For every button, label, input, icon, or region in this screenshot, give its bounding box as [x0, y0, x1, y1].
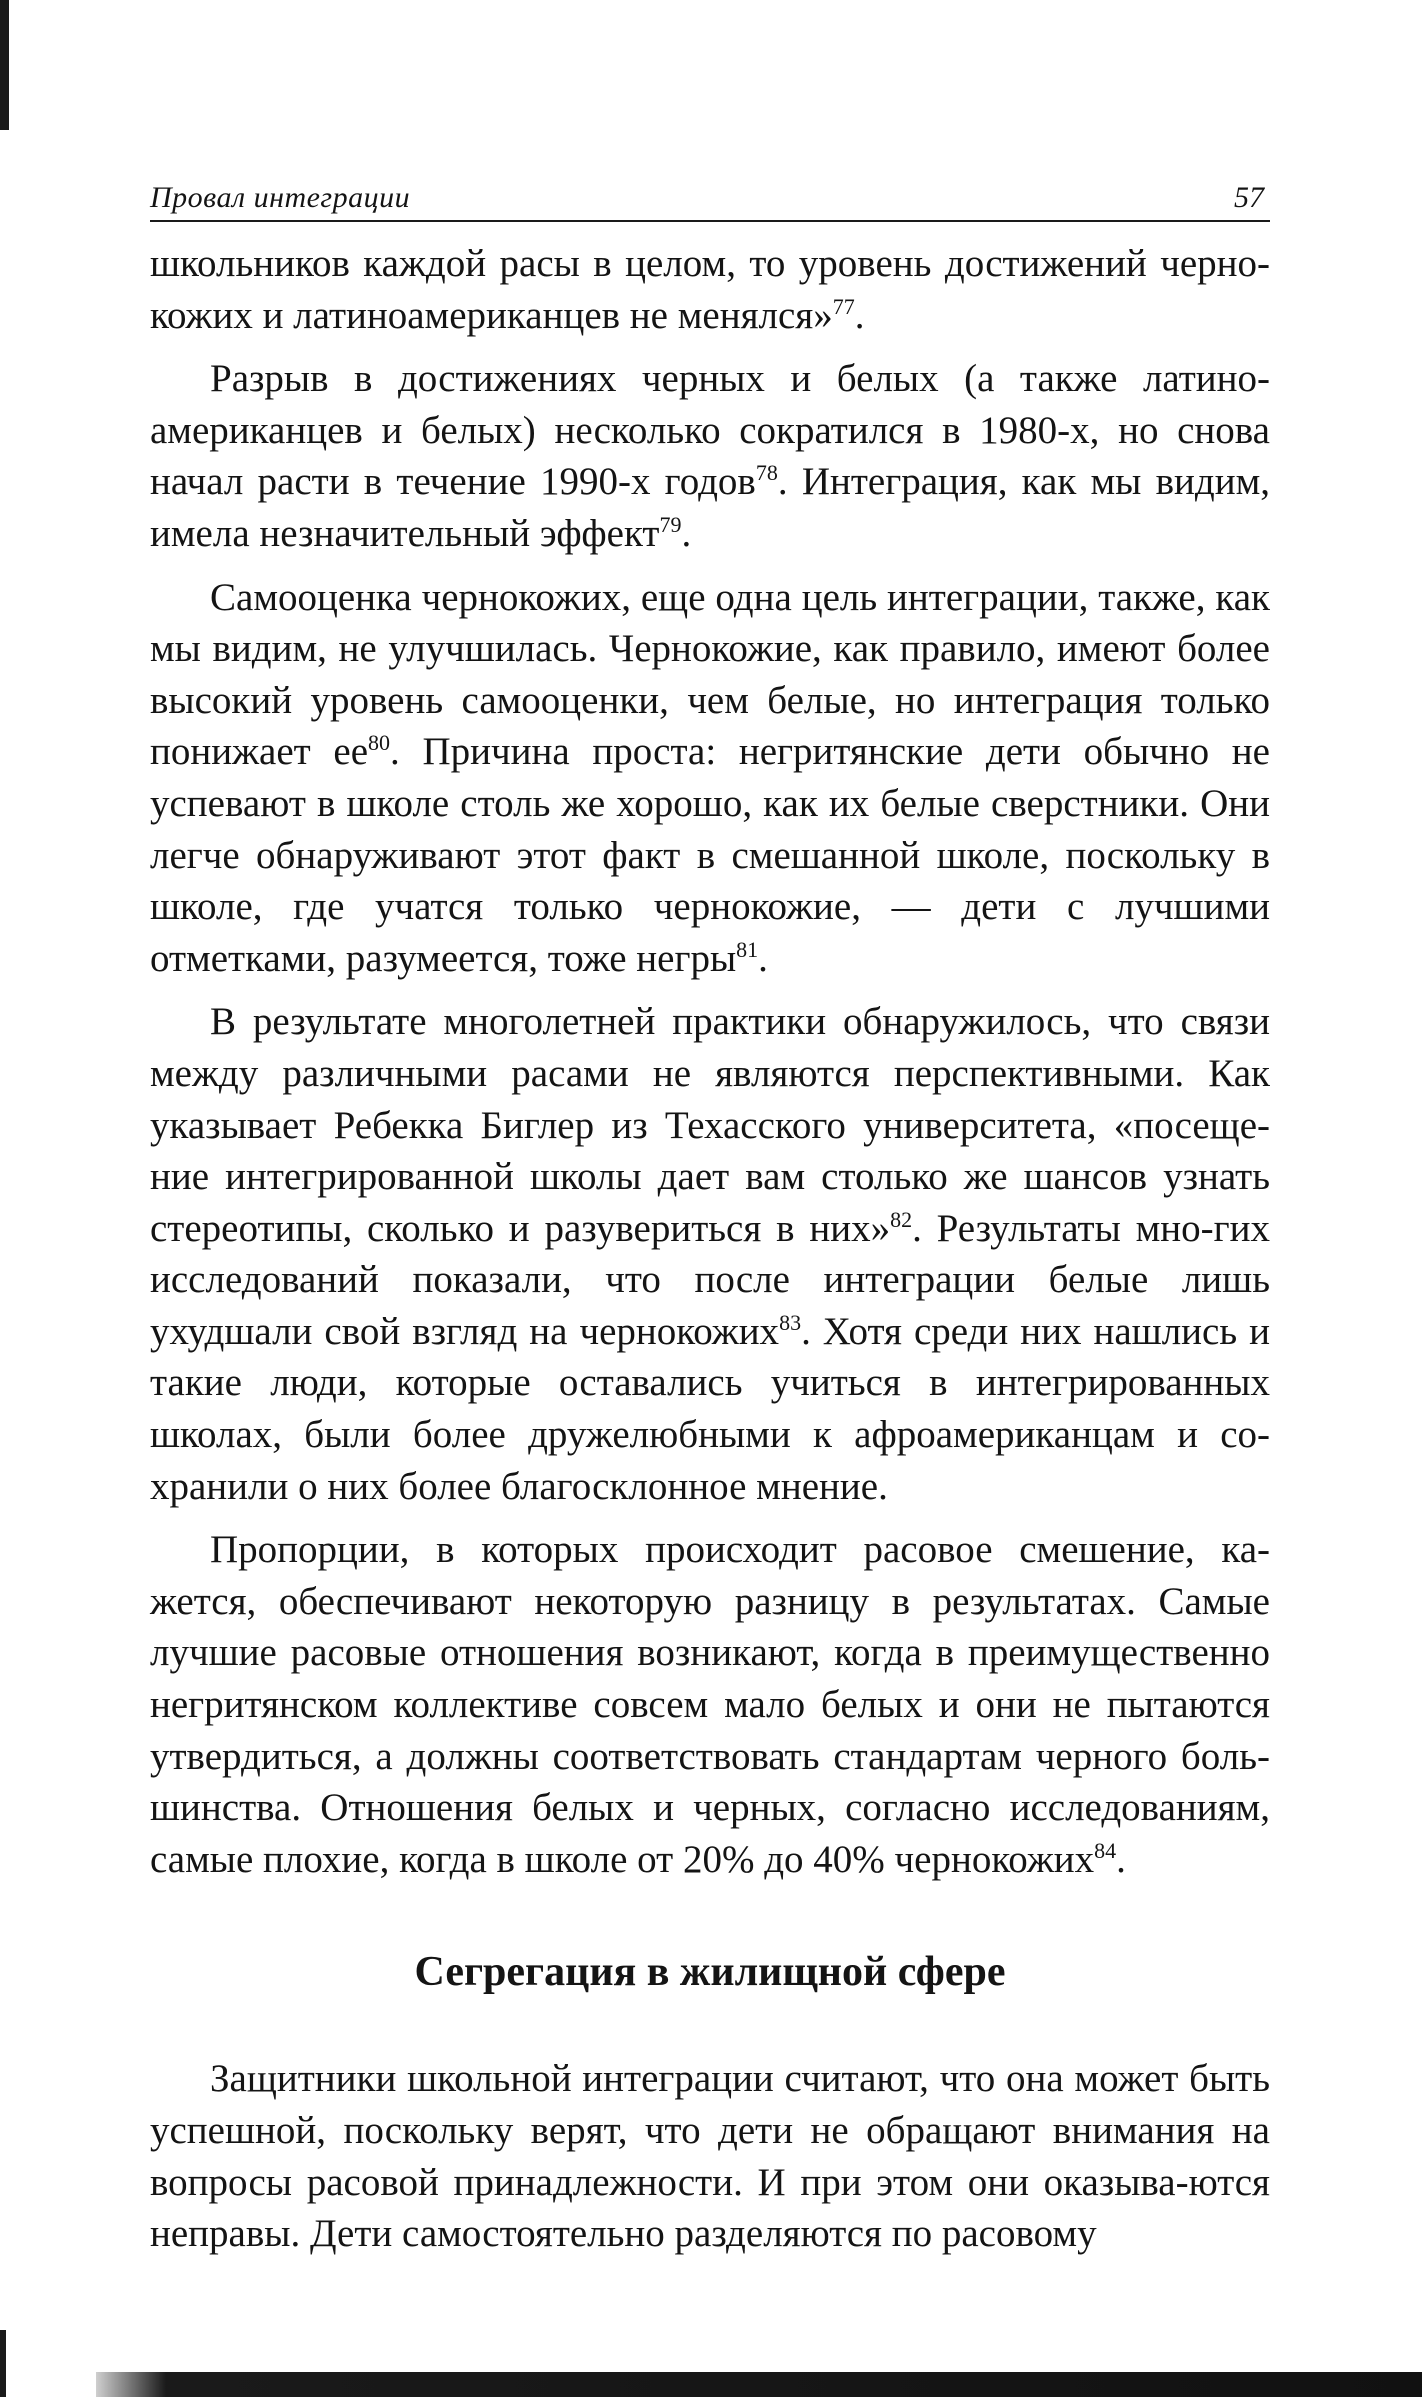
scan-edge-left-bottom: [0, 2330, 6, 2397]
footnote-ref: 83: [779, 1309, 802, 1335]
text-run: .: [1116, 1837, 1126, 1881]
footnote-ref: 80: [368, 730, 391, 756]
scan-edge-bottom: [96, 2372, 1422, 2397]
text-run: Самооценка чернокожих, еще одна цель интеграции, также, как мы видим, не улучшилась. Чернокожие, как правило, имеют более высокий уровень самооценки, чем белые, но интеграция только понижает ее: [150, 575, 1270, 774]
footnote-ref: 81: [736, 936, 759, 962]
body-text: [150, 238, 1270, 2260]
text-run: .: [758, 936, 768, 980]
footnote-ref: 82: [890, 1206, 913, 1232]
text-run: . Причина проста: негритянские дети обычно не успевают в школе столь же хорошо, как их белые сверстники. Они легче обнаруживают этот факт в смешанной школе, поскольку в школе, где учатся только чернокожие, — дети с лучшими отметками, разумеется, тоже негры: [150, 730, 1270, 980]
paragraph-2: [150, 353, 1270, 559]
text-run: .: [681, 511, 692, 555]
text-run: Защитники школьной интеграции считают, что она может быть успешной, поскольку верят, что дети не обращают внимания на вопросы расовой принадлежности. И при этом они оказыва-ются неправы. Дети самостоятельно разделяются по расовому: [150, 2057, 1270, 2256]
text-run: . Хотя среди них нашлись и такие люди, которые оставались учиться в интегрированных школах, были более дружелюбными к афроамериканцам и со-хранили о них более благосклонное мнение.: [150, 1309, 1270, 1508]
paragraph-3: [150, 572, 1270, 985]
paragraph-4: [150, 996, 1270, 1512]
text-run: В результате многолетней практики обнаружилось, что связи между различными расами не являются перспективными. Как указывает Ребекка Биглер из Техасского университета, «посеще-ние интегрированной школы дает вам столько же шансов узнать стереотипы, сколько и разувериться в них»: [150, 1000, 1270, 1250]
paragraph-1: [150, 238, 1270, 341]
footnote-ref: 78: [755, 460, 778, 486]
paragraph-5: [150, 1524, 1270, 1885]
text-run: Разрыв в достижениях черных и белых (а также латино-американцев и белых) несколько сократился в 1980-х, но снова начал расти в течение 1990-х годов: [150, 357, 1270, 504]
footnote-ref: 77: [832, 293, 855, 319]
text-run: Пропорции, в которых происходит расовое смешение, ка-жется, обеспечивают некоторую разницу в результатах. Самые лучшие расовые отношения возникают, когда в преимущественно негритянском коллективе совсем мало белых и они не пытаются утвердиться, а должны соответствовать стандартам черного боль-шинства. Отношения белых и черных, согласно исследованиям, самые плохие, когда в школе от 20% до 40% чернокожих: [150, 1528, 1270, 1881]
scan-edge-left: [0, 0, 9, 130]
paragraph-6: [150, 2053, 1270, 2259]
text-run: школьников каждой расы в целом, то уровень достижений черно-кожих и латиноамериканцев не менялся»: [150, 242, 1270, 337]
page-number: 57: [1234, 181, 1264, 214]
book-page: [150, 180, 1270, 2272]
footnote-ref: 79: [659, 511, 682, 537]
running-header: [150, 180, 1270, 222]
text-run: . Интеграция, как мы видим, имела незначительный эффект: [150, 460, 1270, 555]
section-heading: Сегрегация в жилищной сфере: [414, 1949, 1006, 1996]
footnote-ref: 84: [1094, 1837, 1117, 1863]
running-title: Провал интеграции: [150, 181, 411, 214]
text-run: .: [854, 293, 865, 337]
text-run: . Результаты мно-гих исследований показали, что после интеграции белые лишь ухудшали свой взгляд на чернокожих: [150, 1206, 1271, 1353]
